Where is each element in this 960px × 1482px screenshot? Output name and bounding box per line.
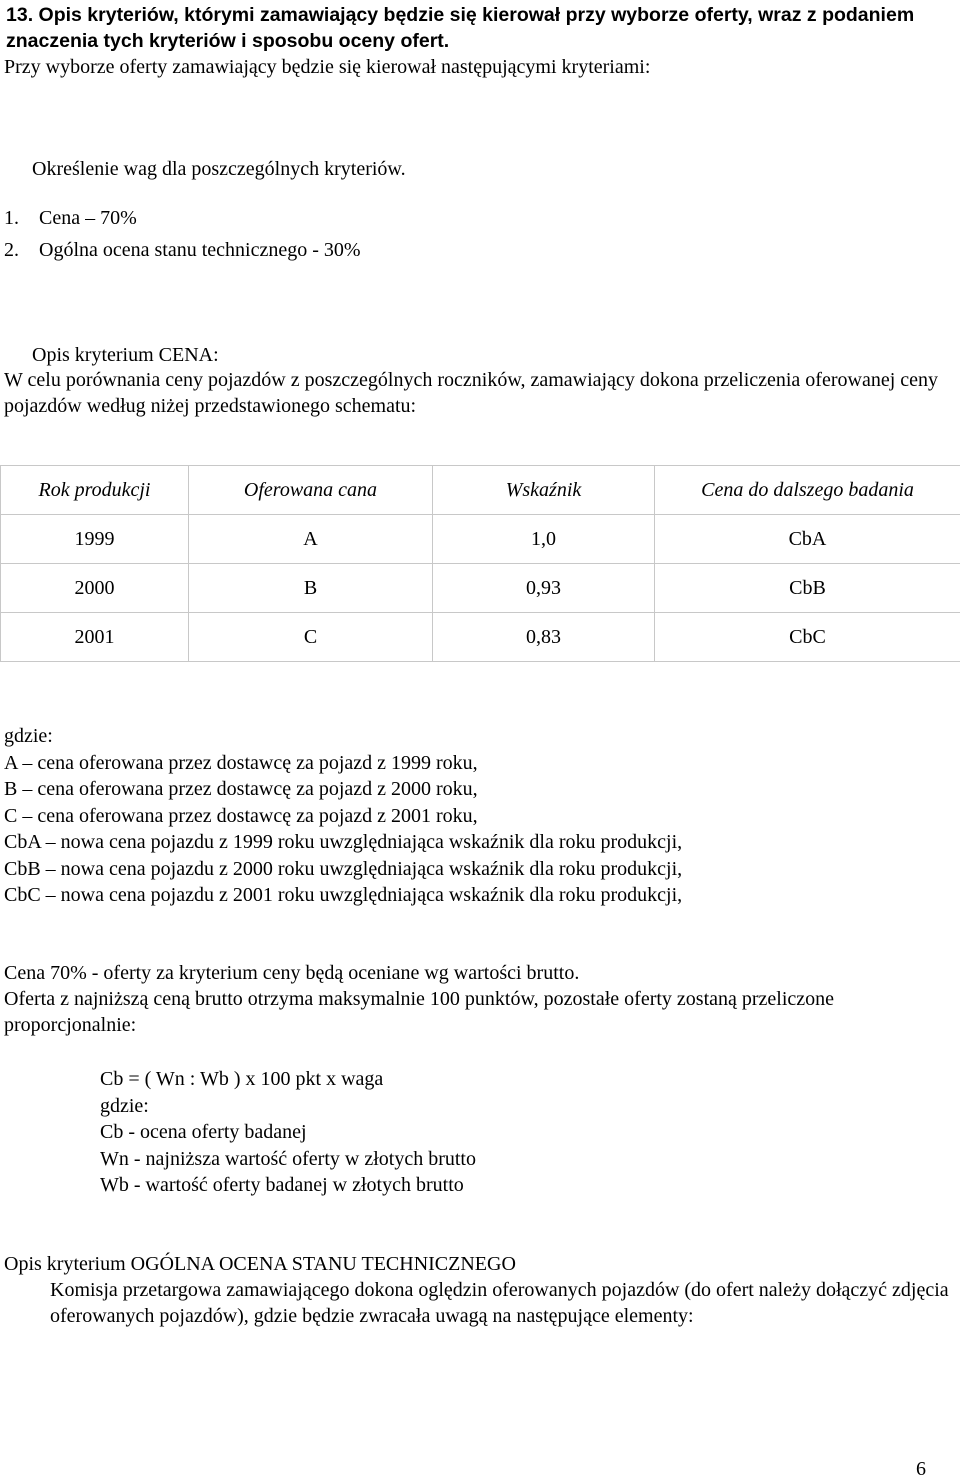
table-cell: CbB — [655, 564, 960, 613]
header-further-price: Cena do dalszego badania — [655, 466, 960, 515]
legend-line: CbA – nowa cena pojazdu z 1999 roku uwzględniająca wskaźnik dla roku produkcji, — [4, 831, 683, 853]
legend-line: C – cena oferowana przez dostawcę za pojazd z 2001 roku, — [4, 804, 478, 827]
section-heading: 13. Opis kryteriów, którymi zamawiający będzie się kierował przy wyborze oferty, wraz z podaniem znaczenia tych kryteriów i sposobu oceny ofert. — [6, 4, 915, 52]
criteria-number: 1. — [4, 207, 19, 229]
table-cell: CbA — [655, 515, 960, 564]
legend-line: B – cena oferowana przez dostawcę za pojazd z 2000 roku, — [4, 778, 478, 800]
formula-line: Cb = ( Wn : Wb ) x 100 pkt x waga — [100, 1068, 384, 1090]
formula-line: Wn - najniższa wartość oferty w złotych brutto — [100, 1147, 476, 1170]
table-cell: 1999 — [1, 515, 189, 564]
price-rule-line: Cena 70% - oferty za kryterium ceny będą oceniane wg wartości brutto. — [4, 962, 580, 984]
price-criterion-paragraph: W celu porównania ceny pojazdów z poszczególnych roczników, zamawiający dokona przeliczenia oferowanej ceny pojazdów według niżej przedstawionego schematu: — [4, 369, 939, 417]
legend-line: A – cena oferowana przez dostawcę za pojazd z 1999 roku, — [4, 751, 478, 774]
table-cell: 2001 — [1, 613, 189, 662]
header-index: Wskaźnik — [433, 466, 655, 515]
legend-line: gdzie: — [4, 725, 53, 747]
price-rule-paragraph: Oferta z najniższą ceną brutto otrzyma maksymalnie 100 punktów, pozostałe oferty zostaną przeliczone proporcjonalnie: — [4, 988, 835, 1036]
header-year: Rok produkcji — [1, 466, 189, 515]
page-number: 6 — [916, 1458, 926, 1480]
legend-line: CbB – nowa cena pojazdu z 2000 roku uwzględniająca wskaźnik dla roku produkcji, — [4, 857, 683, 880]
table-cell: 2000 — [1, 564, 189, 613]
header-offered-price: Oferowana cana — [189, 466, 433, 515]
table-header-row — [1, 466, 960, 515]
table-cell: B — [189, 564, 433, 613]
table-row — [1, 515, 960, 564]
price-rule-block — [4, 960, 956, 1038]
criteria-number: 2. — [4, 239, 19, 261]
price-criterion-title: Opis kryterium CENA: — [32, 344, 219, 366]
formula-line: Cb - ocena oferty badanej — [100, 1121, 307, 1143]
weights-title: Określenie wag dla poszczególnych kryteriów. — [32, 158, 406, 180]
tech-criterion-title: Opis kryterium OGÓLNA OCENA STANU TECHNICZNEGO — [4, 1253, 516, 1275]
formula-line: Wb - wartość oferty badanej w złotych brutto — [100, 1174, 464, 1196]
formula-line: gdzie: — [100, 1094, 149, 1117]
table-cell: C — [189, 613, 433, 662]
table-cell: CbC — [655, 613, 960, 662]
formula-block — [100, 1066, 476, 1199]
table-cell: 1,0 — [433, 515, 655, 564]
intro-text: Przy wyborze oferty zamawiający będzie się kierował następującymi kryteriami: — [4, 56, 651, 78]
table-cell: A — [189, 515, 433, 564]
criteria-text: Cena – 70% — [39, 207, 137, 229]
tech-criterion-paragraph: Komisja przetargowa zamawiającego dokona oględzin oferowanych pojazdów (do ofert należy dołączyć zdjęcia oferowanych pojazdów), gdzie będzie zwracała uwagą na następujące elementy: — [50, 1279, 949, 1327]
table-row — [1, 613, 960, 662]
table-cell: 0,93 — [433, 564, 655, 613]
price-schema-table — [0, 465, 960, 662]
table-row — [1, 564, 960, 613]
legend-line: CbC – nowa cena pojazdu z 2001 roku uwzględniająca wskaźnik dla roku produkcji, — [4, 884, 683, 906]
legend-block — [4, 723, 682, 909]
criteria-text: Ogólna ocena stanu technicznego - 30% — [39, 239, 361, 261]
table-cell: 0,83 — [433, 613, 655, 662]
